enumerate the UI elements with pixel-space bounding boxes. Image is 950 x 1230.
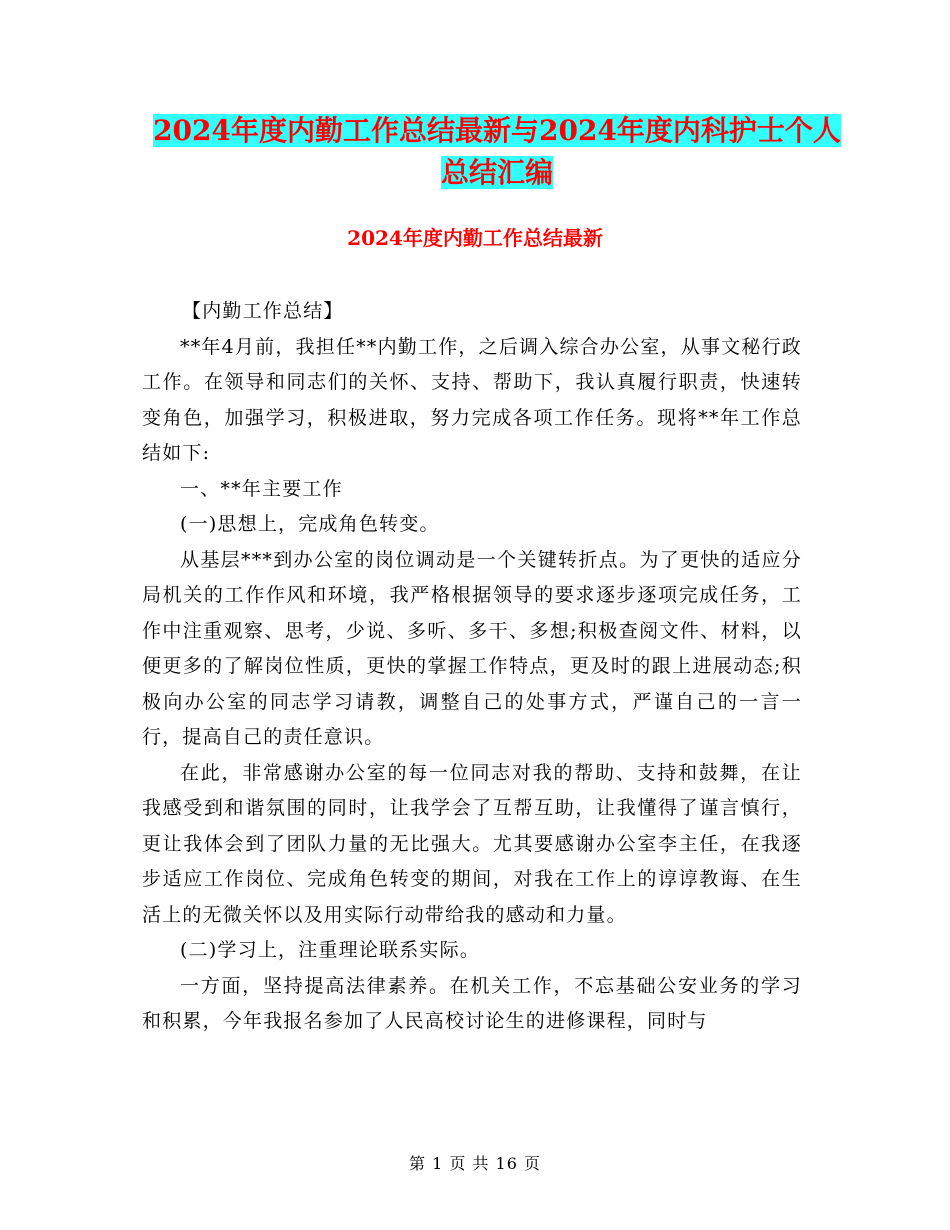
document-title-text-1: 2024年度内勤工作总结最新与2024年度内科护士个人 — [153, 114, 841, 147]
paragraph: (一)思想上，完成角色转变。 — [180, 513, 440, 535]
document-title-text-2: 总结汇编 — [440, 156, 553, 189]
document-body — [142, 294, 802, 1040]
paragraph: 一方面，坚持提高法律素养。在机关工作，不忘基础公安业务的学习和积累，今年我报名参加了人民高校讨论生的进修课程，同时与 — [142, 974, 802, 1032]
document-title-line-1 — [22, 111, 950, 151]
paragraph: 从基层***到办公室的岗位调动是一个关键转折点。为了更快的适应分局机关的工作作风和环境，我严格根据领导的要求逐步逐项完成任务，工作中注重观察、思考，少说、多听、多干、多想;积极查阅文件、材料，以便更多的了解岗位性质，更快的掌握工作特点，更及时的跟上进展动态;积极向办公室的同志学习请教，调整自己的处事方式，严谨自己的一言一行，提高自己的责任意识。 — [142, 548, 802, 748]
page-footer: 第 1 页 共 16 页 — [409, 1154, 541, 1173]
paragraph: 在此，非常感谢办公室的每一位同志对我的帮助、支持和鼓舞，在让我感受到和谐氛围的同时，让我学会了互帮互助，让我懂得了谨言慎行，更让我体会到了团队力量的无比强大。尤其要感谢办公室李主任，在我逐步适应工作岗位、完成角色转变的期间，对我在工作上的谆谆教诲、在生活上的无微关怀以及用实际行动带给我的感动和力量。 — [142, 761, 802, 926]
paragraph: **年4月前，我担任**内勤工作，之后调入综合办公室，从事文秘行政工作。在领导和同志们的关怀、支持、帮助下，我认真履行职责，快速转变角色，加强学习，积极进取，努力完成各项工作任务。现将**年工作总结如下: — [142, 335, 802, 464]
paragraph-heading: 【内勤工作总结】 — [182, 300, 344, 322]
document-title-line-2 — [22, 153, 950, 193]
paragraph: 一、**年主要工作 — [180, 477, 343, 500]
paragraph: (二)学习上，注重理论联系实际。 — [180, 939, 481, 961]
section-title: 2024年度内勤工作总结最新 — [347, 226, 603, 250]
